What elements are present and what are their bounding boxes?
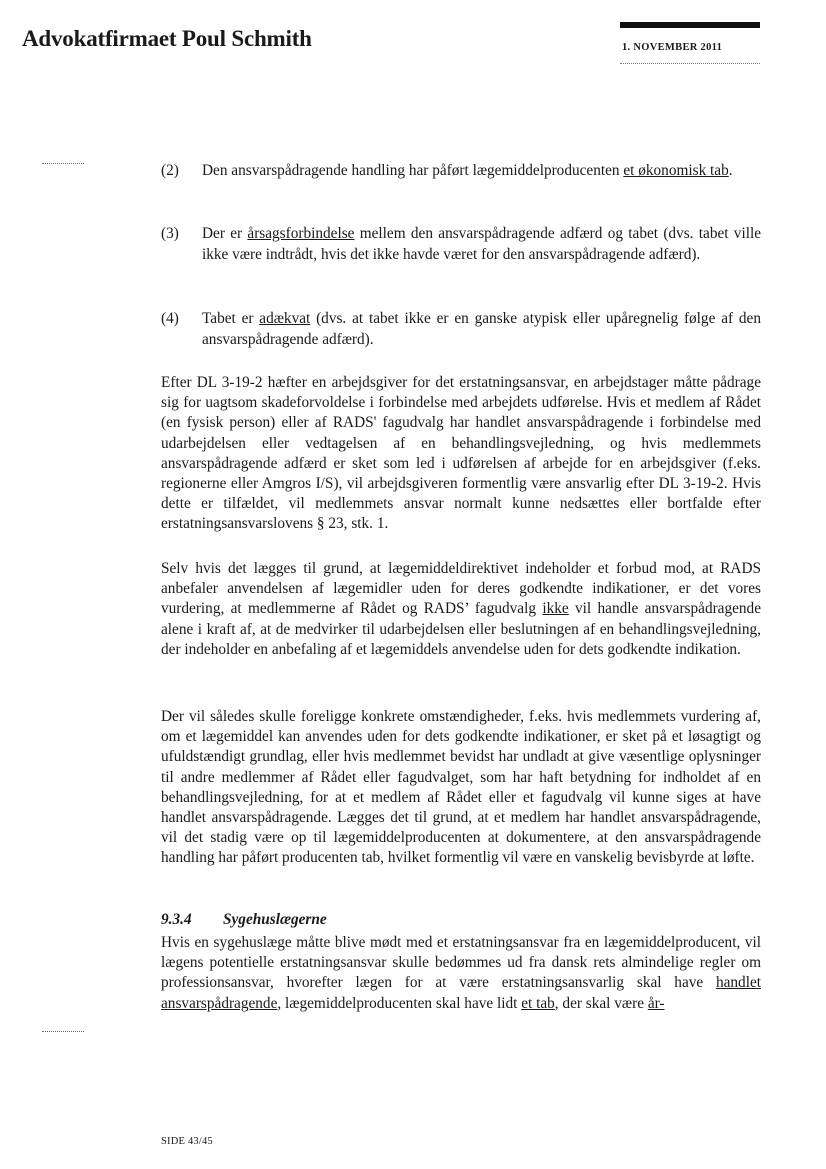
text-run: , lægemiddelproducenten skal have lidt xyxy=(277,994,522,1012)
margin-mark-top xyxy=(42,163,84,164)
item-text xyxy=(202,161,761,182)
underlined-text: ikke xyxy=(542,600,569,618)
item-text xyxy=(202,224,761,265)
date-bar xyxy=(620,22,760,28)
item-text xyxy=(202,309,761,350)
underlined-text: adækvat xyxy=(259,310,311,327)
text-run: Tabet er xyxy=(202,310,260,327)
firm-name: Advokatfirmaet Poul Schmith xyxy=(22,26,312,51)
paragraph xyxy=(161,559,761,660)
underlined-text: årsagsforbindelse xyxy=(247,225,355,242)
paragraph xyxy=(161,707,761,869)
section-title: Sygehuslægerne xyxy=(223,911,327,928)
underlined-text: et tab xyxy=(521,994,555,1012)
text-run: Der vil således skulle foreligge konkrete omstændigheder, f.eks. hvis medlemmets vurdering af, om et lægemiddel kan anvendes uden for dets godkendte indikationer, er sket på et løsagtigt og ufuldstændigt grundlag, eller hvis medlemmet bevidst har undladt at give væsentlige oplysninger til andre medlemmer af Rådet eller fagudvalget, som har haft betydning for indholdet af en behandlingsvejledning, for at et medlem af Rådet eller et fagudvalg vil kunne siges at have handlet ansvarspådragende. Lægges det til grund, at et medlem har handlet ansvarspådragende, vil det stadig være op til lægemiddelproducenten at dokumentere, at den ansvarspådragende handling har påført producenten tab, hvilket formentlig vil være en vanskelig bevisbyrde at løfte. xyxy=(161,708,761,867)
underlined-text: et økonomisk tab xyxy=(623,162,729,179)
margin-mark-bottom xyxy=(42,1031,84,1032)
document-date: 1. NOVEMBER 2011 xyxy=(622,42,723,53)
item-number: (4) xyxy=(161,310,179,327)
text-run: vil handle ansvarspådragende alene i kraft af, at de medvirker til udarbejdelsen eller beslutningen af en behandlingsvejledning, der indeholder en anbefaling af et lægemiddels anvendelse uden for dets godkendte indikation. xyxy=(161,600,761,658)
text-run: Selv hvis det lægges til grund, at lægemiddeldirektivet indeholder et forbud mod, at RADS anbefaler anvendelsen af lægemidler uden for deres godkendte indikationer, er det vores vurdering, at medlemmerne af Rådet og RADS’ fagudvalg xyxy=(161,560,761,618)
underlined-text: år- xyxy=(647,994,665,1012)
page-number: SIDE 43/45 xyxy=(161,1136,213,1147)
paragraph xyxy=(161,373,761,535)
underlined-text: handlet ansvarspådragende xyxy=(161,974,761,1012)
text-run: Hvis en sygehuslæge måtte blive mødt med et erstatningsansvar fra en lægemiddelproducent, vil lægens potentielle erstatningsansvar skulle bedømmes ud fra dansk rets almindelige regler om professionsansvar, hvorefter lægen for at være erstatningsansvarlig skal have xyxy=(161,934,761,992)
text-run: . xyxy=(728,162,733,179)
section-number: 9.3.4 xyxy=(161,911,192,928)
date-divider xyxy=(620,63,760,64)
item-number: (2) xyxy=(161,162,179,179)
section-paragraph xyxy=(161,933,761,1014)
text-run: Den ansvarspådragende handling har påført lægemiddelproducenten xyxy=(202,162,624,179)
text-run: mellem den ansvarspådragende adfærd og tabet (dvs. tabet ville ikke være indtrådt, hvis det ikke havde været for den ansvarspådragende adfærd). xyxy=(202,225,761,263)
text-run: Der er xyxy=(202,225,248,242)
text-run: , der skal være xyxy=(554,994,648,1012)
text-run: Efter DL 3-19-2 hæfter en arbejdsgiver for det erstatningsansvar, en arbejdstager måtte pådrage sig for uagtsom skadeforvoldelse i forbindelse med arbejdets udførelse. Hvis et medlem af Rådet (en fysisk person) eller af RADS' fagudvalg har handlet ansvarspådragende i forbindelse med udarbejdelsen eller vedtagelsen af en behandlingsvejledning, og hvis medlemmets ansvarspådragende adfærd er sket som led i udførelsen af arbejde for en arbejdsgiver (f.eks. regionerne eller Amgros I/S), vil arbejdsgiveren formentlig være ansvarlig efter DL 3-19-2. Hvis dette er tilfældet, vil medlemmets ansvar normalt kunne nedsættes eller bortfalde efter erstatningsansvarslovens § 23, stk. 1. xyxy=(161,374,761,533)
text-run: (dvs. at tabet ikke er en ganske atypisk eller upåregnelig følge af den ansvarspådragende adfærd). xyxy=(202,310,761,348)
section-heading xyxy=(161,911,327,929)
item-number: (3) xyxy=(161,225,179,242)
